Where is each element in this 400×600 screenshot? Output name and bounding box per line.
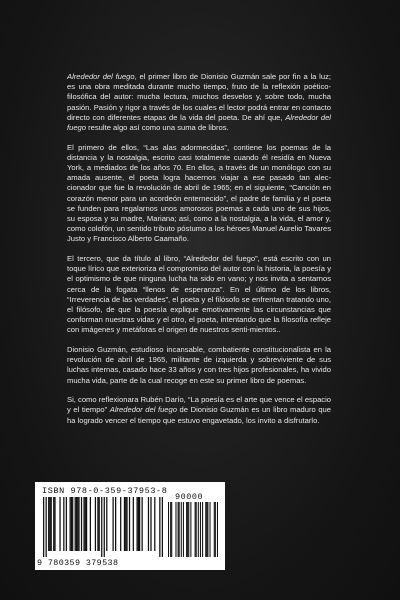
barcode-bar xyxy=(86,497,87,551)
barcode-bar xyxy=(81,497,82,551)
paragraph-text: Si, como reflexionara Rubén Darío, “La poesía es el arte que vence el espacio y el tiempo” xyxy=(67,395,331,415)
barcode-bar xyxy=(59,497,60,551)
barcode-number: 9 780359 379538 xyxy=(37,558,119,568)
barcode-bar xyxy=(126,497,127,551)
barcode-addon-bar xyxy=(205,502,206,557)
paragraph-text: El tercero, que da título al libro, “Alrededor del fuego”, está escrito con un toque lírico que exterioriza el compromiso del autor con la historia, la poesía y el optimismo de que ninguna lucha ha sido en vano; y nos invita a sentarnos cerca de la fogata “llenos de esperanza”. En el último de los libros, “Irreverencia de las verdades”, el poeta y el filósofo se enfrentan tratando uno, el filósofo, de que la poesía explique emotivamente las circunstancias que conforman nuestras vidas y el otro, el poeta, intentando que la filosofía refleje con imágenes y metáforas el origen de nuestros senti-mientos.. xyxy=(67,254,331,335)
barcode-addon-bar xyxy=(200,502,201,557)
paragraph-text: , el primer libro de Dionisio Guzmán sale por fin a la luz; es una obra meditada durante mucho tiempo, fruto de la reflexión poético-filosófica del autor: mucha lectura, muchos desvelos y, sobre todo, mucha pasión. Pasión y rigor a través de los cuales el lector podrá entrar en contacto directo con diferentes etapas de la vida del poeta. De ahí que, xyxy=(67,72,331,122)
barcode-bar xyxy=(75,497,76,551)
barcode-addon-bar xyxy=(190,502,191,557)
barcode-addon-bar xyxy=(183,502,184,557)
barcode-bar xyxy=(106,497,107,551)
barcode-addon-bar xyxy=(187,502,188,557)
barcode-addon-bar xyxy=(215,502,216,557)
barcode-bar xyxy=(101,497,102,557)
paragraph xyxy=(67,72,331,133)
barcode-addon-bar xyxy=(175,502,176,557)
barcode-addon-bar xyxy=(209,502,210,557)
barcode-addon-bar xyxy=(186,502,187,557)
barcode-bar xyxy=(150,497,151,551)
barcode-bar xyxy=(138,497,139,551)
paragraph xyxy=(67,254,331,336)
barcode-bar xyxy=(77,497,78,551)
barcode-bar xyxy=(125,497,126,551)
book-title-italic: Alrededor del fuego xyxy=(67,72,135,81)
barcode-bar xyxy=(71,497,72,551)
barcode-bar xyxy=(66,497,67,551)
barcode-bar xyxy=(162,497,163,557)
barcode-addon-bar xyxy=(181,502,182,557)
barcode-bar xyxy=(48,497,49,551)
paragraph-text: de Dionisio Guzmán es un libro maduro que ha logrado vencer el tiempo que estuvo engavetado, los invito a disfrutarlo. xyxy=(67,405,331,425)
barcode-addon-bar xyxy=(217,502,218,557)
barcode-addon-number: 90000 xyxy=(175,492,204,502)
paragraph xyxy=(67,143,331,245)
barcode-bar xyxy=(120,497,121,551)
barcode-bar xyxy=(142,497,143,551)
paragraph xyxy=(67,345,331,386)
barcode-bar xyxy=(139,497,140,551)
barcode-bars xyxy=(43,497,163,557)
paragraph-text: El primero de ellos, “Las alas adormecidas”, contiene los poemas de la distancia y la nostalgia, escrito casi totalmente cuando él residía en Nueva York, a mediados de los años 70. En ellos, a través de un monólogo con su amada ausente, el poeta logra hacernos viajar a ese pasado tan alec-cionador que fue la revolución de abril de 1965; en el siguiente, “Canción en corazón menor para un acordeón enternecido”, el padre de familia y el poeta se funden para regalarnos unos amorosos poemas a cada uno de sus hijos, su esposa y su madre, Mariana; así, como a la nostalgia, a la vida, el amor y, como colofón, un sentido tributo póstumo a los héroes Manuel Aurelio Tavares Justo y Francisco Alberto Caamaño. xyxy=(67,142,331,244)
barcode-bar xyxy=(95,497,96,551)
book-title-italic: Alrededor del fuego xyxy=(67,112,331,133)
book-title-italic: Alrededor del fuego xyxy=(109,405,177,415)
barcode-bar xyxy=(53,497,54,551)
barcode-addon-bar xyxy=(168,502,169,557)
barcode-bar xyxy=(83,497,84,551)
barcode-bar xyxy=(124,497,125,551)
barcode-bar xyxy=(63,497,64,551)
barcode-addon-bar xyxy=(196,502,197,557)
paragraph xyxy=(67,395,331,426)
barcode-addon-bars xyxy=(168,502,218,557)
barcode-bar xyxy=(99,497,100,551)
barcode-addon-bar xyxy=(178,502,179,557)
paragraph-text: Dionisio Guzmán, estudioso incansable, combatiente constitucionalista en la revolución de abril de 1965, militante de izquierda y sobreviviente de sus luchas internas, casado hace 33 años y con tres hijos profesionales, ha vivido mucha vida, parte de la cual recoge en este su primer libro de poemas. xyxy=(67,345,331,385)
barcode-addon-bar xyxy=(171,502,172,557)
barcode-bar xyxy=(78,497,79,551)
barcode-bar xyxy=(133,497,134,551)
barcode-bar xyxy=(85,497,86,551)
barcode-bar xyxy=(159,497,160,557)
barcode-bar xyxy=(90,497,91,551)
isbn-barcode xyxy=(35,482,225,570)
barcode-bar xyxy=(49,497,50,551)
barcode-bar xyxy=(112,497,113,551)
barcode-addon-bar xyxy=(198,502,199,557)
back-cover-text xyxy=(67,72,331,435)
barcode-addon-bar xyxy=(195,502,196,557)
barcode-addon-bar xyxy=(206,502,207,557)
barcode-bar xyxy=(51,497,52,551)
barcode-bar xyxy=(72,497,73,551)
barcode-bar xyxy=(46,497,47,557)
barcode-bar xyxy=(148,497,149,551)
barcode-addon-bar xyxy=(207,502,208,557)
isbn-label: ISBN 978-0-359-37953-8 xyxy=(42,486,168,496)
barcode-bar xyxy=(97,497,98,551)
barcode-bar xyxy=(136,497,137,551)
barcode-bar xyxy=(43,497,44,557)
barcode-bar xyxy=(115,497,116,551)
barcode-bar xyxy=(70,497,71,551)
barcode-addon-bar xyxy=(202,502,203,557)
barcode-bar xyxy=(76,497,77,551)
barcode-bar xyxy=(129,497,130,551)
paragraph-text: resulte algo así como una suma de libros. xyxy=(86,123,229,133)
barcode-addon-bar xyxy=(188,502,189,557)
barcode-bar xyxy=(54,497,55,551)
barcode-bar xyxy=(154,497,155,551)
barcode-addon-bar xyxy=(170,502,171,557)
barcode-addon-bar xyxy=(179,502,180,557)
barcode-bar xyxy=(104,497,105,557)
barcode-addon-bar xyxy=(214,502,215,557)
